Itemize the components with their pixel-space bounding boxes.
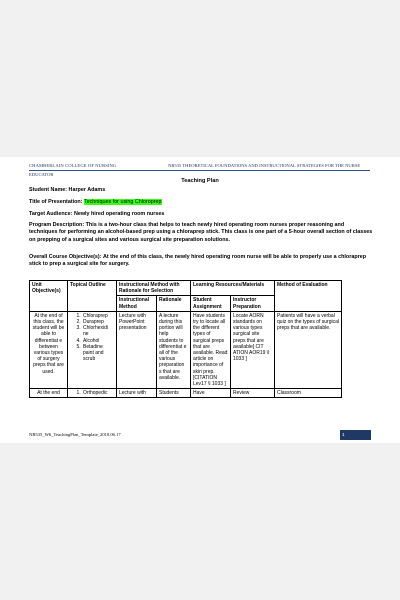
student-name-line (29, 187, 105, 193)
list-item: 5. Betadine paint and scrub (82, 344, 114, 363)
header-institution: CHAMBERLAIN COLLEGE OF NURSING (29, 163, 117, 168)
subheader-method: Instructional Method (117, 296, 157, 311)
student-name-label: Student Name: (29, 187, 68, 193)
topic-list (82, 390, 114, 396)
student-name-value: Harper Adams (68, 187, 106, 193)
list-item: 4. Alcohol (82, 338, 114, 344)
subheader-rationale: Rationale (157, 296, 191, 311)
header-evaluation: Method of Evaluation (275, 281, 342, 312)
cell-method: Lecture with (117, 389, 157, 398)
target-audience-value: Newly hired operating room nurses (73, 211, 165, 217)
program-description (29, 222, 373, 244)
cell-student-assignment: Have (191, 389, 231, 398)
cell-topical-outline (68, 311, 117, 388)
cell-topical-outline (68, 389, 117, 398)
subheader-instructor-prep: Instructor Preparation (231, 296, 275, 311)
course-objective-value: At the end of this class, the newly hired operating room nurse will be able to properly use a chloraprep stick to prep a surgical site for surgery. (29, 254, 366, 268)
table-row (30, 389, 342, 398)
program-description-label: Program Description: (29, 222, 85, 228)
footer-filename: NR535_W6_TeachingPlan_Template_2018.06.17 (29, 432, 121, 437)
cell-unit-objective: At the end of this class, the student will be able to differentiat e between various types of surgery preps that are used. (30, 311, 68, 388)
teaching-plan-table (29, 280, 342, 398)
cell-rationale: A lecture during this portion will help students to differentiat e all of the various preparation s that are available. (157, 311, 191, 388)
list-item: 1. Orthopedic (82, 390, 114, 396)
presentation-title-label: Title of Presentation: (29, 199, 83, 205)
page-title: Teaching Plan (181, 178, 219, 184)
cell-evaluation: Patients will have a verbal quiz on the types of surgical preps that are available. (275, 311, 342, 388)
subheader-student-assignment: Student Assignment (191, 296, 231, 311)
header-course: NR535 THEORETICAL FOUNDATIONS AND INSTRUCTIONAL STRATEGIES FOR THE NURSE (168, 163, 361, 168)
cell-rationale: Students (157, 389, 191, 398)
presentation-title-value: Techniques for using Chloroprep (83, 199, 162, 205)
header-topical-outline: Topical Outline (68, 281, 117, 312)
header-learning-resources: Learning Resources/Materials (191, 281, 275, 296)
course-objective-label: Overall Course Objective(s): (29, 254, 102, 260)
header-unit-objectives: Unit Objective(s) (30, 281, 68, 312)
header-instructional-method: Instructional Method with Rationale for Selection (117, 281, 191, 296)
header-educator: EDUCATOR (29, 172, 54, 177)
table-header-row (30, 281, 342, 296)
table-row (30, 311, 342, 388)
page-number: 1 (340, 430, 371, 440)
list-item: 2. Duraprep (82, 319, 114, 325)
cell-student-assignment: Have students try to locate all the different types of surgical preps that are available. Read article on importance of skin prep. [CITATION Lev17 \l 1033 ] (191, 311, 231, 388)
presentation-title-line (29, 199, 162, 205)
program-description-value: This is a two-hour class that helps to teach newly hired operating room nurses proper reasoning and techniques for performing an alcohol-based prep using a chloraprep stick. This class is one part of a 5-hour overall section of classes on prepping of a surgical sites and various surgical site preparation solutions. (29, 222, 373, 243)
list-item: 1. Chloraprep (82, 313, 114, 319)
course-objective (29, 254, 373, 269)
target-audience-label: Target Audience: (29, 211, 73, 217)
header-rule (29, 170, 370, 171)
cell-unit-objective: At the end (30, 389, 68, 398)
cell-evaluation: Classroom (275, 389, 342, 398)
cell-method: Lecture with PowerPoint presentation (117, 311, 157, 388)
cell-instructor-prep: Review (231, 389, 275, 398)
cell-instructor-prep: Locate AORN standards on various types surgical site preps that are available[ CIT ATION AOR19 \l 1033 ] (231, 311, 275, 388)
topic-list (82, 313, 114, 363)
target-audience-line (29, 211, 164, 217)
list-item: 3. Chlorhexidi ne (82, 325, 114, 337)
document-page (0, 157, 400, 443)
